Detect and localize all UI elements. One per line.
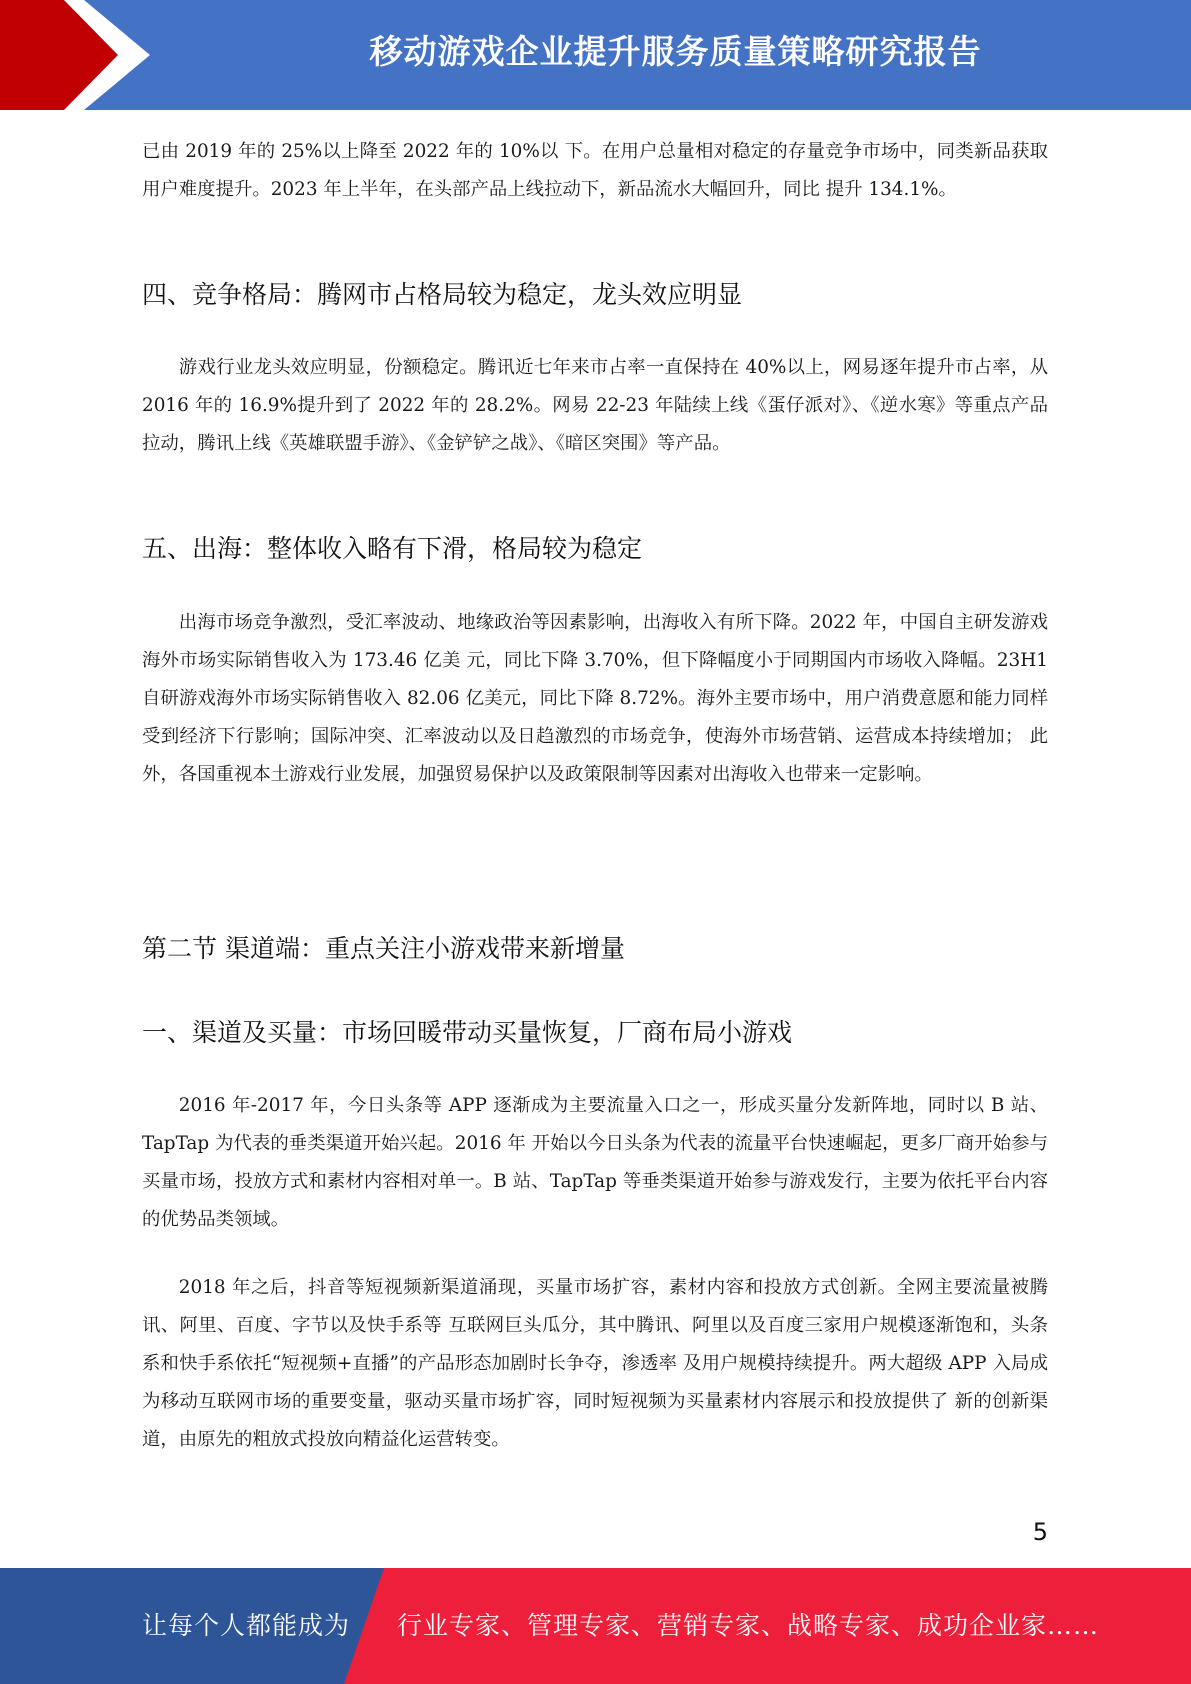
- footer-slogan-left: 让每个人都能成为: [142, 1611, 351, 1640]
- section-4-paragraph: 游戏行业龙头效应明显，份额稳定。腾讯近七年来市占率一直保持在 40%以上，网易逐年提升市占率，从 2016 年的 16.9%提升到了 2022 年的 28.2%。网易 22-23 年陆续上线《蛋仔派对》、《逆水寒》等重点产品拉动，腾讯上线《英雄联盟手游》、《金铲铲之战》、《暗区突围》等产品。: [142, 357, 1048, 454]
- header-banner: [0, 0, 1191, 110]
- section-5-heading: 五、出海：整体收入略有下滑，格局较为稳定: [142, 534, 643, 563]
- report-title: 移动游戏企业提升服务质量策略研究报告: [369, 32, 982, 71]
- section-1-paragraph-2: 2018 年之后，抖音等短视频新渠道涌现，买量市场扩容，素材内容和投放方式创新。全网主要流量被腾讯、阿里、百度、字节以及快手系等 互联网巨头瓜分，其中腾讯、阿里以及百度三家用户规模逐渐饱和，头条系和快手系依托“短视频+直播”的产品形态加剧时长争夺，渗透率 及用户规模持续提升。两大超级 APP 入局成为移动互联网市场的重要变量，驱动买量市场扩容，同时短视频为买量素材内容展示和投放提供了 新的创新渠道，由原先的粗放式投放向精益化运营转变。: [142, 1277, 1048, 1450]
- page-number: 5: [1032, 1518, 1048, 1546]
- section-1-heading: 一、渠道及买量：市场回暖带动买量恢复，厂商布局小游戏: [142, 1018, 793, 1047]
- section-1-paragraph-1: 2016 年-2017 年，今日头条等 APP 逐渐成为主要流量入口之一，形成买量分发新阵地，同时以 B 站、TapTap 为代表的垂类渠道开始兴起。2016 年 开始以今日头条为代表的流量平台快速崛起，更多厂商开始参与买量市场，投放方式和素材内容相对单一。B 站、TapTap 等垂类渠道开始参与游戏发行，主要为依托平台内容的优势品类领域。: [142, 1095, 1048, 1230]
- header-chevron-decoration: [0, 0, 160, 110]
- intro-paragraph: 已由 2019 年的 25%以上降至 2022 年的 10%以 下。在用户总量相对稳定的存量竞争市场中，同类新品获取用户难度提升。2023 年上半年，在头部产品上线拉动下，新品流水大幅回升，同比 提升 134.1%。: [142, 141, 1048, 200]
- chapter-2-heading: 第二节 渠道端：重点关注小游戏带来新增量: [142, 934, 625, 963]
- section-5-paragraph: 出海市场竞争激烈，受汇率波动、地缘政治等因素影响，出海收入有所下降。2022 年，中国自主研发游戏海外市场实际销售收入为 173.46 亿美 元，同比下降 3.70%，但下降幅度小于同期国内市场收入降幅。23H1 自研游戏海外市场实际销售收入 82.06 亿美元，同比下降 8.72%。海外主要市场中，用户消费意愿和能力同样受到经济下行影响；国际冲突、汇率波动以及日趋激烈的市场竞争，使海外市场营销、运营成本持续增加； 此外，各国重视本土游戏行业发展，加强贸易保护以及政策限制等因素对出海收入也带来一定影响。: [142, 612, 1048, 785]
- footer-slogan-right: 行业专家、管理专家、营销专家、战略专家、成功企业家……: [397, 1611, 1100, 1640]
- footer-banner: [0, 1568, 1191, 1684]
- section-4-heading: 四、竞争格局：腾网市占格局较为稳定，龙头效应明显: [142, 280, 743, 309]
